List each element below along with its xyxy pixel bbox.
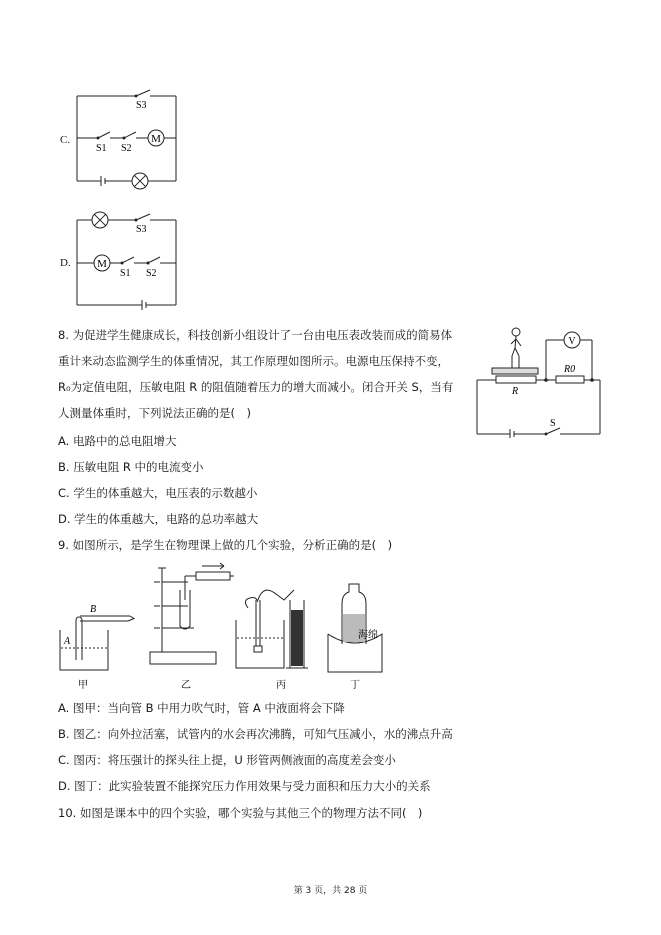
q8-option-a: A. 电路中的总电阻增大 (58, 434, 177, 448)
switch-s-label: S (550, 418, 556, 429)
q8-stem-line-4: 人测量体重时，下列说法正确的是( ) (58, 406, 251, 420)
motor-d: M (97, 258, 107, 270)
q9-option-b: B. 图乙：向外拉活塞，试管内的水会再次沸腾，可知气压减小，水的沸点升高 (58, 727, 453, 741)
caption-bing: 丙 (276, 680, 286, 691)
q8-option-d: D. 学生的体重越大，电路的总功率越大 (58, 512, 259, 526)
motor-c: M (151, 133, 161, 145)
page-footer: 第 3 页，共 28 页 (293, 886, 368, 896)
circuit-c-diagram (70, 88, 185, 190)
tube-a-label: A (64, 636, 71, 647)
q8-option-c: C. 学生的体重越大，电压表的示数越小 (58, 486, 258, 500)
q8-stem-line-3: R₀为定值电阻，压敏电阻 R 的阻值随着压力的增大而减小。闭合开关 S，当有 (58, 380, 454, 394)
weighing-scale-circuit (474, 326, 604, 438)
voltmeter-label: V (568, 336, 576, 347)
q9-option-c: C. 图丙：将压强计的探头往上提，U 形管两侧液面的高度差会变小 (58, 753, 396, 767)
q8-stem-line-2: 重计来动态监测学生的体重情况，其工作原理如图所示。电源电压保持不变， (58, 354, 449, 368)
q9-option-d: D. 图丁：此实验装置不能探究压力作用效果与受力面积和压力大小的关系 (58, 779, 431, 793)
switch-s1-c: S1 (96, 143, 107, 154)
circuit-d-diagram (70, 210, 185, 312)
r-label: R (512, 386, 519, 397)
option-d-label: D. (60, 257, 71, 269)
q9-experiments-figure (58, 560, 388, 692)
tube-b-label: B (90, 604, 97, 615)
caption-jia: 甲 (78, 680, 88, 691)
q10-stem: 10. 如图是课本中的四个实验，哪个实验与其他三个的物理方法不同( ) (58, 806, 423, 820)
sponge-label: 海绵 (358, 630, 378, 641)
option-c-label: C. (60, 134, 71, 146)
q8-option-b: B. 压敏电阻 R 中的电流变小 (58, 460, 204, 474)
switch-s3-d: S3 (136, 224, 147, 235)
switch-s3-c: S3 (136, 100, 147, 111)
switch-s2-d: S2 (146, 268, 157, 279)
q9-option-a: A. 图甲：当向管 B 中用力吹气时，管 A 中液面将会下降 (58, 701, 345, 715)
r0-label: R0 (564, 364, 576, 375)
q8-stem-line-1: 8. 为促进学生健康成长，科技创新小组设计了一台由电压表改装而成的简易体 (58, 328, 453, 342)
switch-s2-c: S2 (121, 143, 132, 154)
q9-stem: 9. 如图所示，是学生在物理课上做的几个实验，分析正确的是( ) (58, 538, 393, 552)
switch-s1-d: S1 (120, 268, 131, 279)
caption-yi: 乙 (181, 680, 191, 691)
caption-ding: 丁 (350, 680, 360, 691)
